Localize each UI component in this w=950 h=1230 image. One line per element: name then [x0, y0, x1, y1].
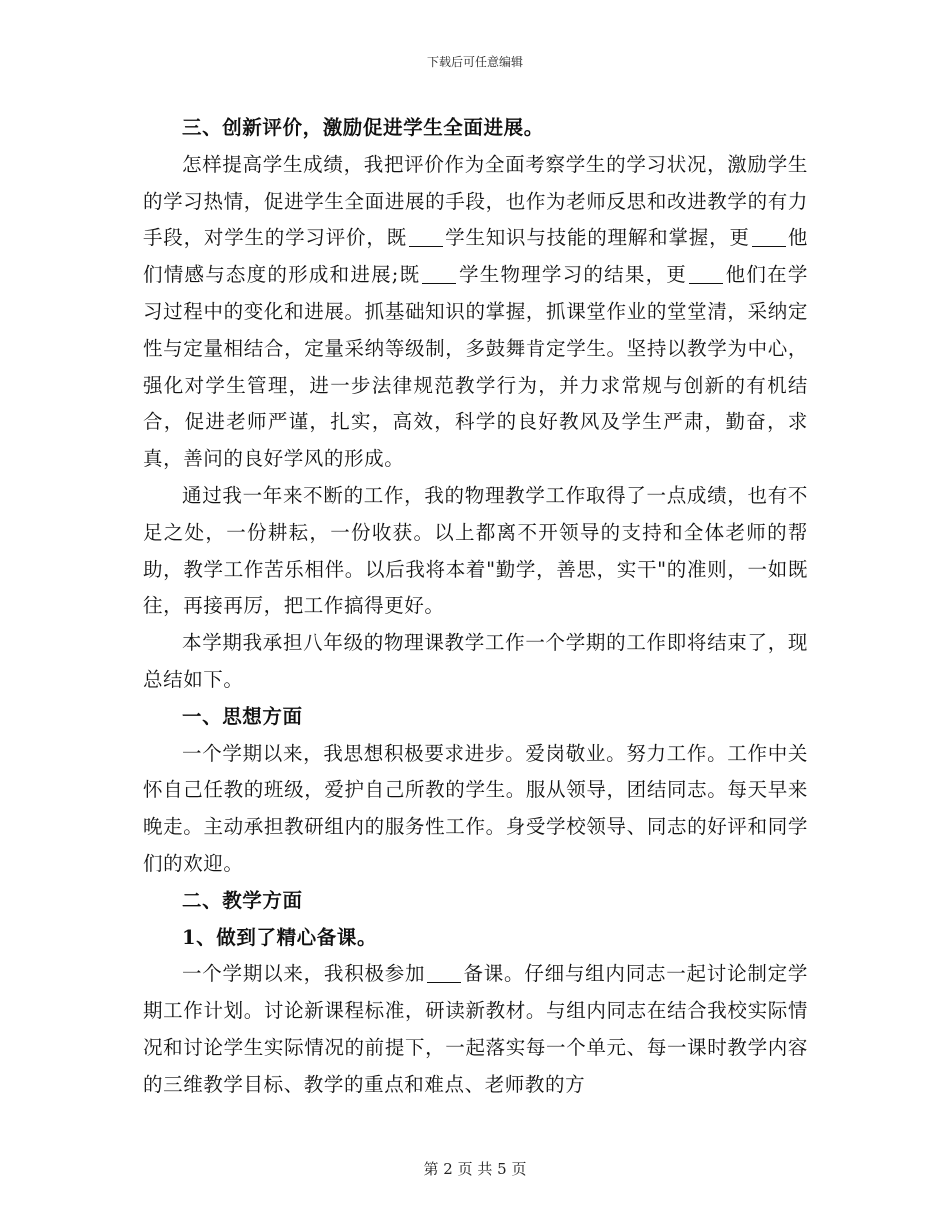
text-segment: 他们情感与态度的形成和进展;既 [143, 226, 808, 287]
section-heading-teaching: 二、教学方面 [182, 888, 303, 912]
page-number: 第 2 页 共 5 页 [423, 1160, 527, 1178]
text-segment: 怎样提高学生成绩，我把评价作为全面考察学生的学习状况，激励学生的学习热情，促进学生全面进展的手段，也作为老师反思和改进教学的有力手段，对学生的学习评价，既 [143, 152, 808, 250]
text-segment: 他们在学习过程中的变化和进展。抓基础知识的掌握，抓课堂作业的堂堂清，采纳定性与定量相结合，定量采纳等级制，多鼓舞肯定学生。坚持以教学为中心，强化对学生管理，进一步法律规范教学行为，并力求常规与创新的有机结合，促进老师严谨，扎实，高效，科学的良好教风及学生严肃，勤奋，求真，善问的良好学风的形成。 [143, 263, 808, 471]
section-heading-thought: 一、思想方面 [182, 704, 303, 728]
text-segment: 学生物理学习的结果，更 [458, 263, 688, 287]
document-body [143, 110, 808, 1104]
section-heading-innovation: 三、创新评价，激励促进学生全面进展。 [182, 116, 544, 139]
fill-in-blank [427, 963, 461, 984]
text-segment: 一个学期以来，我积极参加 [182, 962, 426, 986]
paragraph-intro: 本学期我承担八年级的物理课教学工作一个学期的工作即将结束了，现总结如下。 [143, 631, 808, 691]
fill-in-blank [422, 264, 456, 285]
header-note: 下载后可任意编辑 [426, 55, 523, 69]
text-segment: 备课。仔细与组内同志一起讨论制定学期工作计划。讨论新课程标准，研读新教材。与组内同志在结合我校实际情况和讨论学生实际情况的前提下，一起落实每一个单元、每一课时教学内容的三维教学目标、教学的重点和难点、老师教的方 [143, 962, 808, 1096]
paragraph-thought: 一个学期以来，我思想积极要求进步。爱岗敬业。努力工作。工作中关怀自己任教的班级，爱护自己所教的学生。服从领导，团结同志。每天早来晚走。主动承担教研组内的服务性工作。身受学校领导、同志的好评和同学们的欢迎。 [143, 741, 808, 875]
subsection-heading-prep: 1、做到了精心备课。 [182, 925, 378, 949]
fill-in-blank [409, 227, 443, 248]
paragraph-prep [143, 956, 808, 1103]
text-segment: 学生知识与技能的理解和掌握，更 [444, 226, 750, 250]
fill-in-blank [752, 227, 786, 248]
paragraph-evaluation [143, 147, 808, 478]
paragraph-summary: 通过我一年来不断的工作，我的物理教学工作取得了一点成绩，也有不足之处，一份耕耘，一份收获。以上都离不开领导的支持和全体老师的帮助，教学工作苦乐相伴。以后我将本着"勤学，善思，实干"的准则，一如既往，再接再厉，把工作搞得更好。 [143, 483, 808, 618]
fill-in-blank [689, 264, 723, 285]
